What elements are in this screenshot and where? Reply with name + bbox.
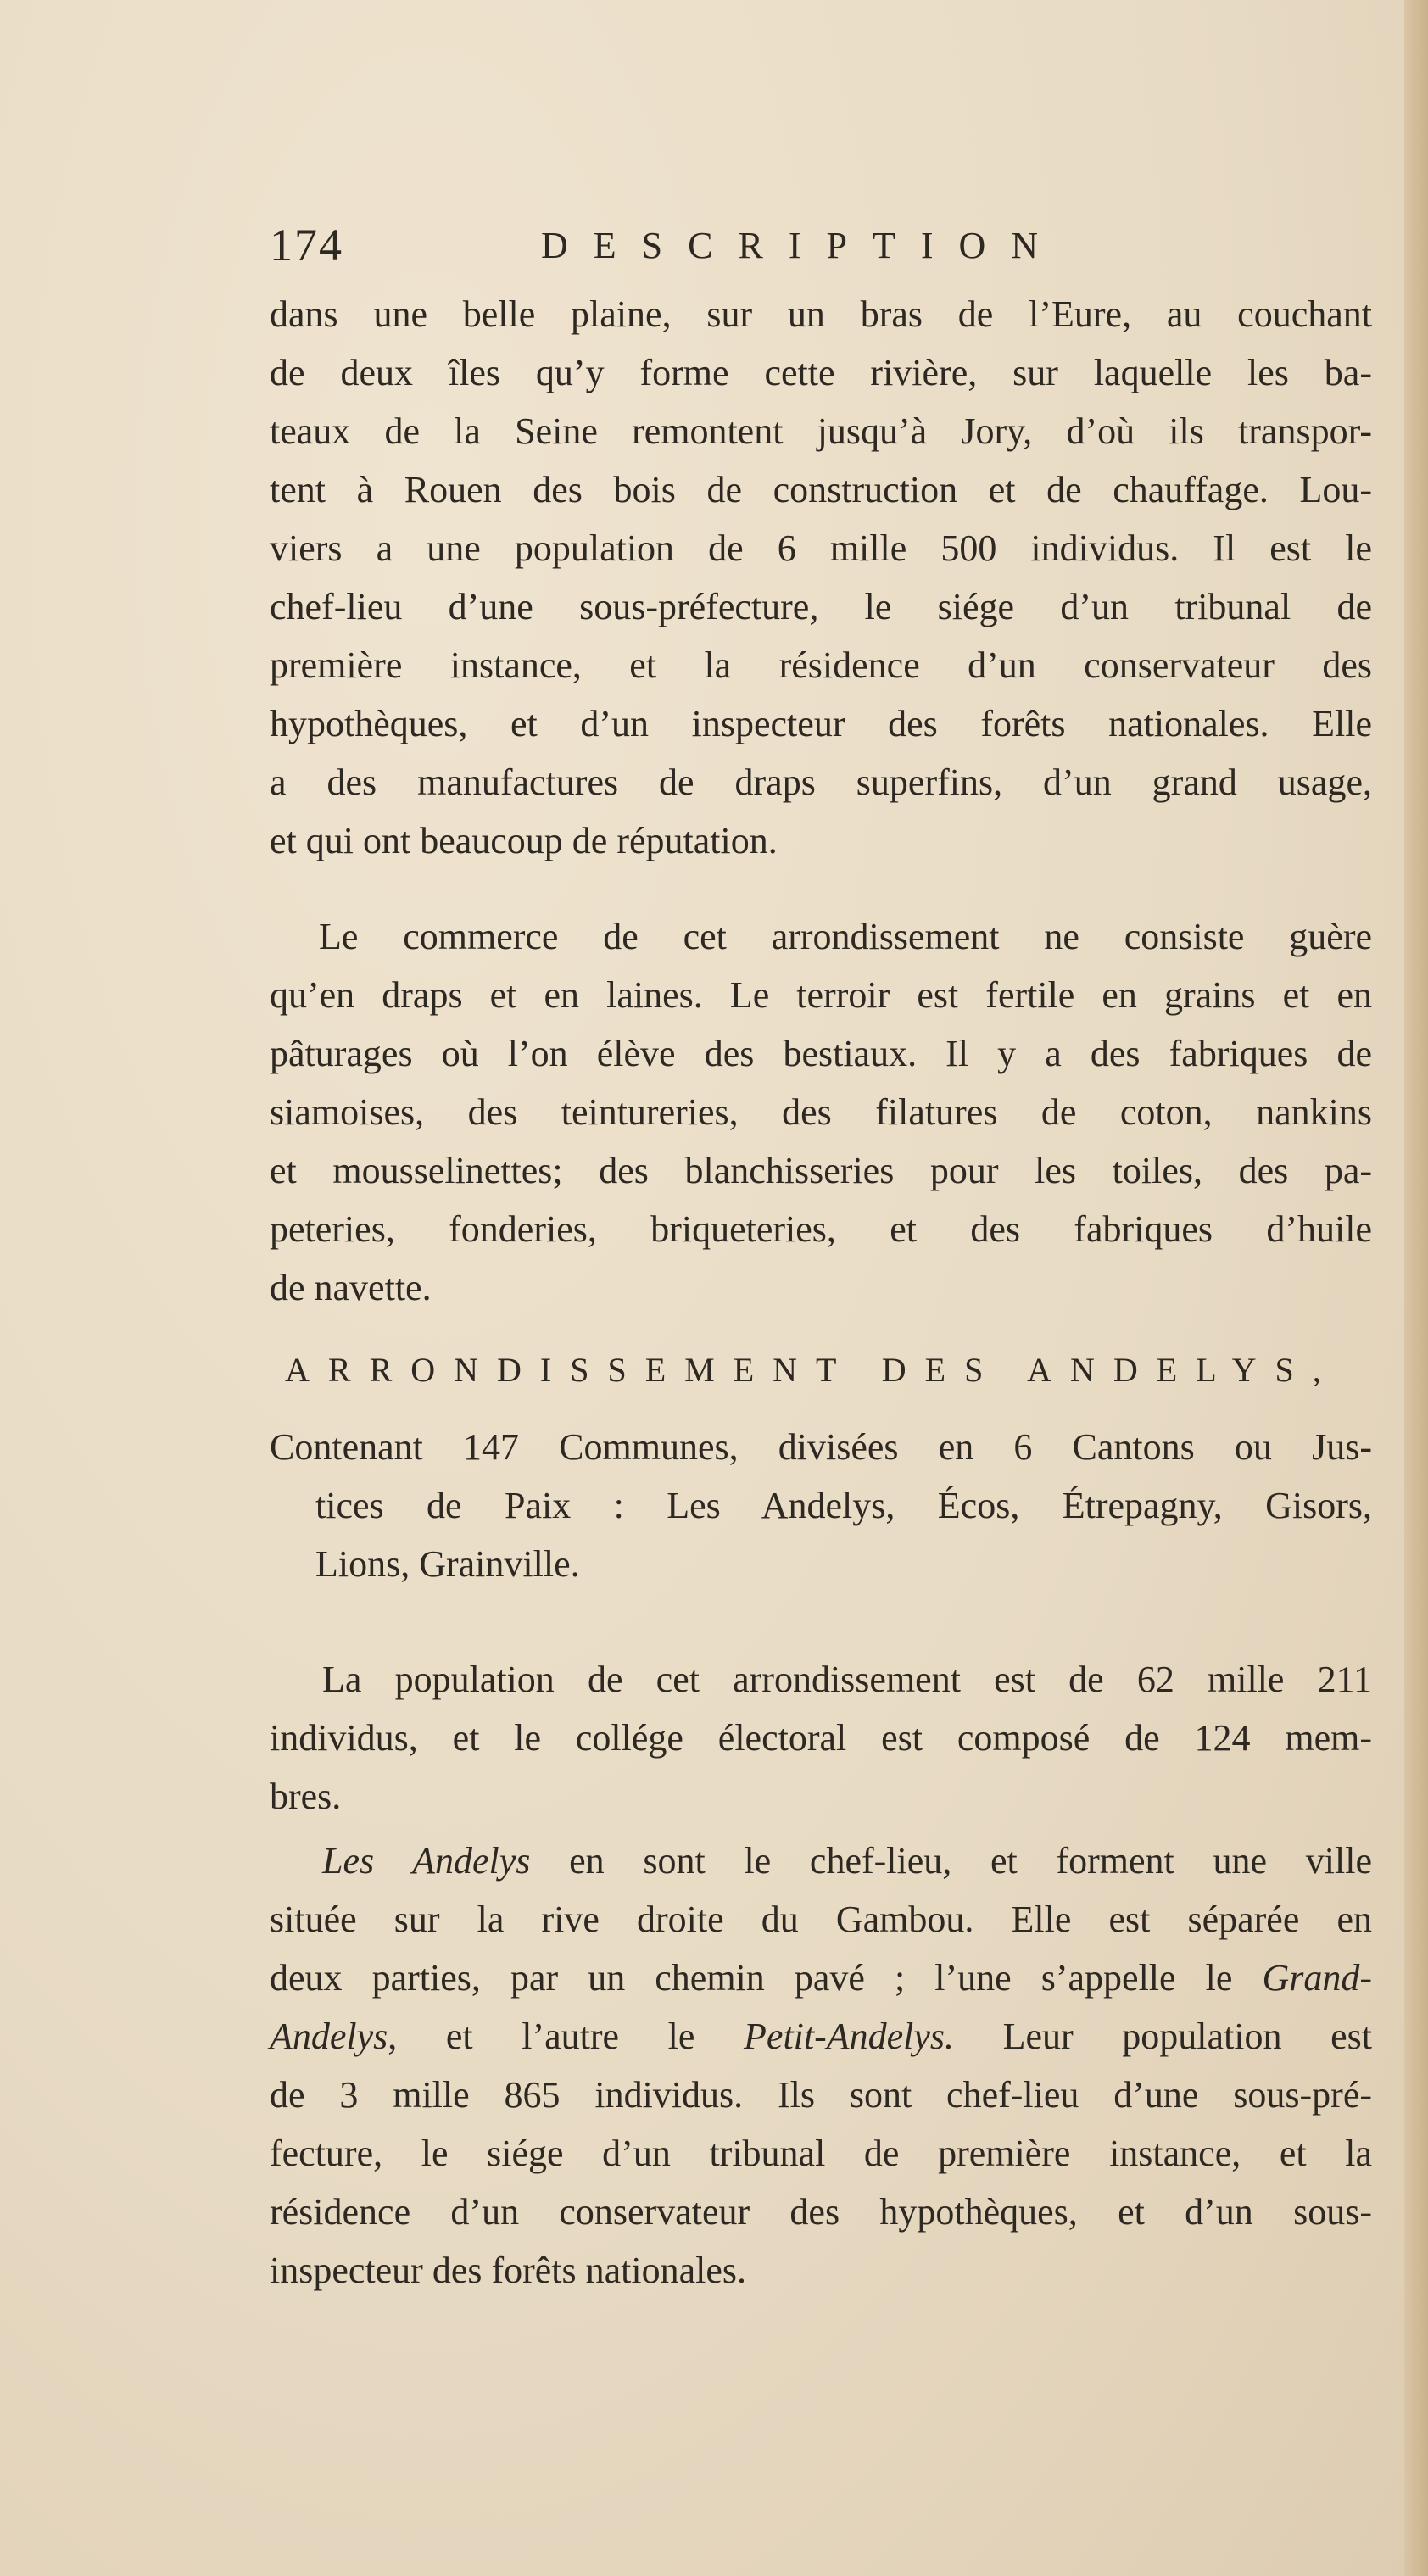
text-line: bres. xyxy=(270,1776,342,1817)
place-name: Grand- xyxy=(1262,1957,1372,1999)
text-line: dans une belle plaine, sur un bras de l’Eure, au couchant xyxy=(270,293,1372,335)
text-line: siamoises, des teintureries, des filatures de coton, nankins xyxy=(270,1091,1372,1133)
text-line: chef-lieu d’une sous-préfecture, le siége d’un tribunal de xyxy=(270,586,1372,627)
text-line xyxy=(270,1832,1372,1890)
text-line: pâturages où l’on élève des bestiaux. Il y a des fabriques de xyxy=(270,1033,1372,1074)
paragraph-population xyxy=(270,1650,1372,1826)
text-line: résidence d’un conservateur des hypothèques, et d’un sous- xyxy=(270,2191,1372,2233)
text-line: qu’en draps et en laines. Le terroir est fertile en grains et en xyxy=(270,974,1372,1016)
text-line: teaux de la Seine remontent jusqu’à Jory, d’où ils transpor- xyxy=(270,410,1372,452)
running-head: DESCRIPTION xyxy=(541,225,1064,266)
text-line xyxy=(270,1949,1372,2007)
paragraph-les-andelys xyxy=(270,1832,1372,2300)
text-line: tent à Rouen des bois de construction et de chauffage. Lou- xyxy=(270,469,1372,510)
text-span: en sont le chef-lieu, et forment une ville xyxy=(530,1840,1372,1882)
text-line: de navette. xyxy=(270,1267,432,1308)
page-header xyxy=(270,219,1372,278)
text-line: individus, et le collége électoral est composé de 124 mem- xyxy=(270,1717,1372,1759)
place-name: Petit-Andelys. xyxy=(744,2016,955,2057)
place-name: Andelys xyxy=(270,2016,388,2057)
paragraph-commerce xyxy=(270,907,1372,1317)
text-span: deux parties, par un chemin pavé ; l’une s’appelle le xyxy=(270,1957,1263,1999)
text-line: de 3 mille 865 individus. Ils sont chef-lieu d’une sous-pré- xyxy=(270,2074,1372,2116)
text-line: première instance, et la résidence d’un conservateur des xyxy=(270,644,1372,686)
text-line: fecture, le siége d’un tribunal de première instance, et la xyxy=(270,2133,1372,2174)
text-line: viers a une population de 6 mille 500 individus. Il est le xyxy=(270,527,1372,569)
page-edge xyxy=(1404,0,1428,2576)
text-line: et qui ont beaucoup de réputation. xyxy=(270,820,778,861)
text-line: a des manufactures de draps superfins, d’un grand usage, xyxy=(270,761,1372,803)
text-line: tices de Paix : Les Andelys, Écos, Étrepagny, Gisors, xyxy=(315,1485,1372,1526)
text-line: Le commerce de cet arrondissement ne consiste guère xyxy=(319,916,1372,957)
paragraph-louviers xyxy=(270,285,1372,870)
page-number: 174 xyxy=(270,220,343,270)
text-line: de deux îles qu’y forme cette rivière, sur laquelle les ba- xyxy=(270,352,1372,393)
text-line xyxy=(270,2007,1372,2066)
text-line: Lions, Grainville. xyxy=(315,1543,580,1585)
text-span: , et l’autre le xyxy=(388,2016,745,2057)
text-line: hypothèques, et d’un inspecteur des forêts nationales. Elle xyxy=(270,703,1372,744)
place-name: Les Andelys xyxy=(322,1840,531,1882)
text-line: peteries, fonderies, briqueteries, et des fabriques d’huile xyxy=(270,1208,1372,1250)
section-subheading xyxy=(270,1418,1372,1593)
section-heading: ARRONDISSEMENT DES ANDELYS, xyxy=(285,1351,1340,1389)
text-line: inspecteur des forêts nationales. xyxy=(270,2250,747,2291)
text-line: Contenant 147 Communes, divisées en 6 Cantons ou Jus- xyxy=(270,1426,1372,1468)
text-line: La population de cet arrondissement est de 62 mille 211 xyxy=(322,1659,1372,1700)
text-line: située sur la rive droite du Gambou. Elle est séparée en xyxy=(270,1899,1372,1940)
text-span: Leur population est xyxy=(954,2016,1372,2057)
text-line: et mousselinettes; des blanchisseries pour les toiles, des pa- xyxy=(270,1150,1372,1191)
